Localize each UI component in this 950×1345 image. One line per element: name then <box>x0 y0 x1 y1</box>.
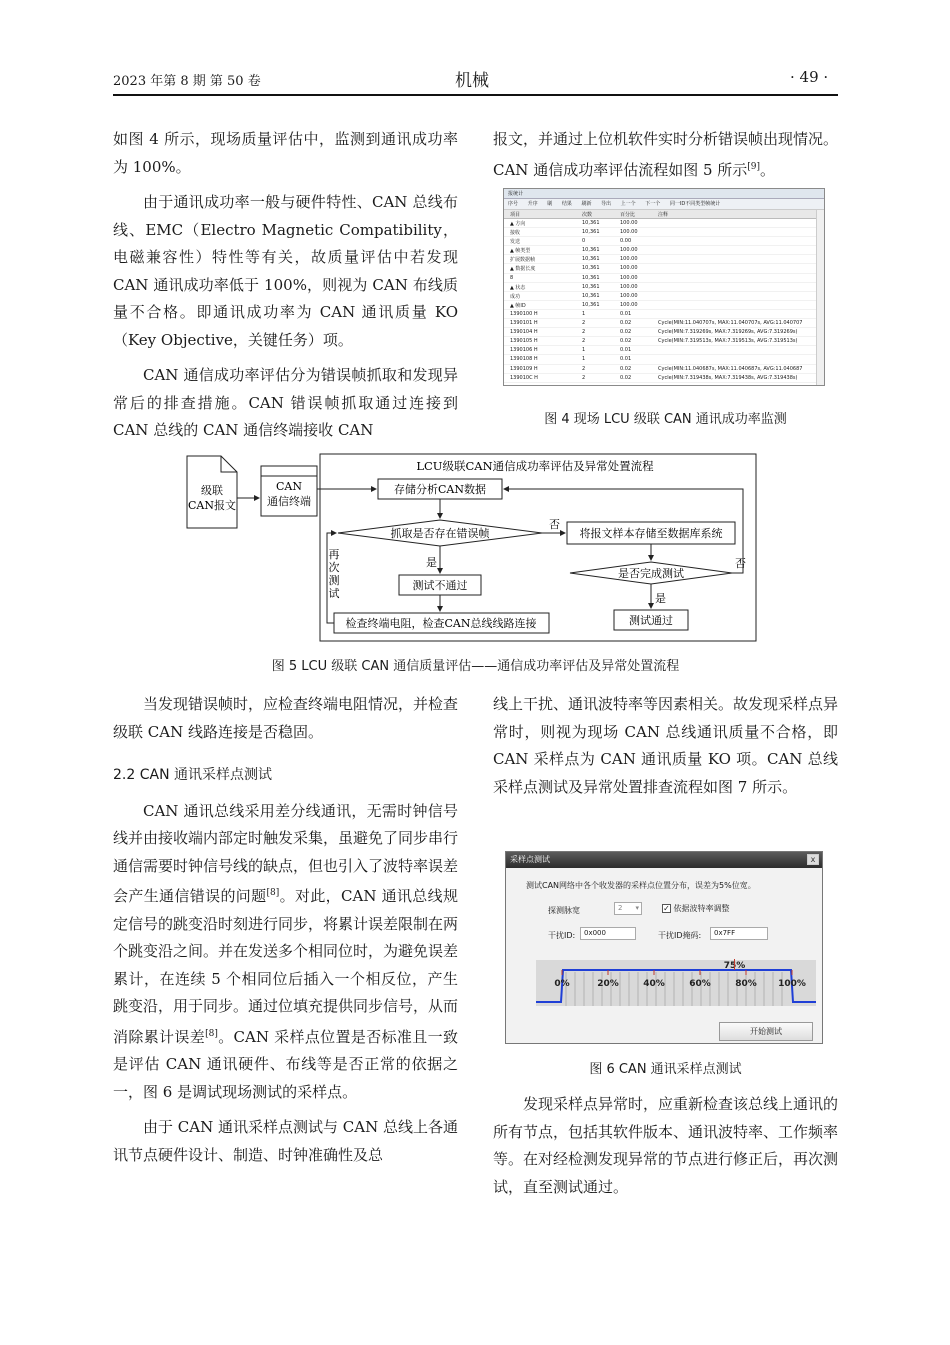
chevron-down-icon: ▾ <box>635 904 639 912</box>
table-row[interactable] <box>504 346 824 355</box>
same-id-stat-option[interactable]: 同一ID不同类型帧统计 <box>669 201 721 207</box>
table-cell: 10,361 <box>582 220 600 226</box>
table-row[interactable] <box>504 246 824 255</box>
flowchart <box>183 452 758 644</box>
table-cell: Cycle(MIN:7.319513s, MAX:7.319513s, AVG:7.319513s) <box>658 338 798 345</box>
table-cell: 扩展数据帧 <box>510 257 536 264</box>
table-cell: 0.02 <box>620 365 632 372</box>
table-cell: 发送 <box>510 239 521 246</box>
table-cell: 0.01 <box>620 310 632 317</box>
doc-label-2: CAN报文 <box>188 499 236 512</box>
yes-label-2: 是 <box>655 592 666 605</box>
doc-label-1: 级联 <box>201 484 223 497</box>
paragraph: 线上干扰、通讯波特率等因素相关。故发现采样点异常时，则视为现场 CAN 总线通讯质量不合格，即 CAN 采样点为 CAN 通讯质量 KO 项。CAN 总线采样点测试及异常处置排查流程如图 7 所示。 <box>493 695 839 796</box>
table-cell: 0.01 <box>620 356 632 363</box>
table-cell: 2 <box>582 329 586 336</box>
section-heading: 2.2 CAN 通讯采样点测试 <box>113 767 272 783</box>
save-label: 将报文样本存储至数据库系统 <box>579 527 723 540</box>
table-cell: 2 <box>582 338 586 345</box>
paragraph: 当发现错误帧时，应检查终端电阻情况，并检查级联 CAN 线路连接是否稳固。 <box>113 695 459 741</box>
retest-char: 再 <box>328 548 340 561</box>
journal-issue: 2023 年第 8 期 第 50 卷 <box>113 74 261 89</box>
paragraph-text: 。对此，CAN 通讯总线规定信号的跳变沿时刻进行同步，将累计误差限制在两个跳变沿之间。并在发送多个相同位时，为避免误差累计，在连续 5 个相同位后插入一个相反位，产生跳变沿，用于同步。通过位填充提供同步信号，从而消除累计误差 <box>113 887 459 1046</box>
paragraph-text: 报文，并通过上位机软件实时分析错误帧出现情况。CAN 通信成功率评估流程如图 5 所示 <box>493 130 839 179</box>
table-cell: 10,361 <box>582 301 600 308</box>
table-cell: 100.00 <box>620 220 638 226</box>
table-cell: 100.00 <box>620 301 638 308</box>
table-cell: Cycle(MIN:7.319438s, MAX:7.319438s, AVG:7.319438s) <box>658 374 798 381</box>
width-value: 2 <box>618 904 623 912</box>
store-label: 存储分析CAN数据 <box>394 483 486 496</box>
yes-label-1: 是 <box>426 556 437 569</box>
column-header[interactable]: 百分比 <box>620 212 636 218</box>
table-cell: 1390105 H <box>510 338 538 345</box>
table-cell: 0.02 <box>620 338 632 345</box>
window-title: 报统计 <box>504 189 824 199</box>
left-column-top <box>113 126 458 445</box>
table-row[interactable] <box>504 301 824 310</box>
table-cell: ▲ 帧ID <box>510 302 526 309</box>
table-row[interactable] <box>504 319 824 328</box>
id-label: 干扰ID: <box>548 931 576 940</box>
refresh-button[interactable]: 刷新 <box>581 201 592 207</box>
table-cell: 139010C H <box>510 374 538 381</box>
sort-order[interactable]: 升序 <box>527 201 538 207</box>
table-cell: 接收 <box>510 230 521 237</box>
table-cell: 2 <box>582 365 586 372</box>
no-label-1: 否 <box>549 518 560 531</box>
chart-background <box>536 960 816 1006</box>
table-cell: 100.00 <box>620 283 638 290</box>
refresh-mode[interactable]: 刷 <box>547 201 553 207</box>
table-cell: Cycle(MIN:11.040687s, MAX:11.040687s, AVG:11.040687 <box>658 365 803 372</box>
page-number: · 49 · <box>790 68 829 86</box>
table-cell: Cycle(MIN:7.319269s, MAX:7.319269s, AVG:7.319269s) <box>658 329 798 336</box>
table-cell: ▲ 数据长度 <box>510 266 536 273</box>
retest-char: 次 <box>328 561 340 574</box>
paragraph: 发现采样点异常时，应重新检查该总线上通讯的所有节点，包括其软件版本、通讯波特率、工作频率等。在对经检测发现异常的节点进行修正后，再次测试，直至测试通过。 <box>493 1095 839 1196</box>
paragraph-text: 。CAN 采样点位置是否标准且一致是评估 CAN 通讯硬件、布线等是否正常的依据之一，图 6 是调试现场测试的采样点。 <box>113 1027 458 1101</box>
table-cell: 0.01 <box>620 347 632 354</box>
paragraph: 如图 4 所示，现场质量评估中，监测到通讯成功率为 100%。 <box>113 130 458 176</box>
no-label-2: 否 <box>735 557 746 570</box>
right-column-mid <box>493 691 838 801</box>
table-row[interactable] <box>504 292 824 301</box>
table-cell: 100.00 <box>620 274 638 281</box>
paragraph <box>493 126 838 184</box>
table-cell: ▲ 状态 <box>510 284 526 291</box>
statistics-window <box>503 188 825 386</box>
paragraph-end: 。 <box>760 160 776 179</box>
checkbox-checked-icon[interactable]: ✓ <box>663 904 670 913</box>
toolbar <box>504 199 824 210</box>
column-header[interactable]: 注释 <box>658 212 669 218</box>
table-cell: 2 <box>582 320 586 327</box>
table-cell: ▲ 帧类型 <box>510 248 531 255</box>
width-label: 探测脉宽 <box>548 906 580 915</box>
table-cell: 10,361 <box>582 256 600 263</box>
table-cell: 100.00 <box>620 292 638 299</box>
table-row[interactable] <box>504 310 824 319</box>
table-row[interactable] <box>504 328 824 337</box>
retest-char: 试 <box>328 587 340 600</box>
pass-label: 测试通过 <box>629 614 673 627</box>
figure-4-caption: 图 4 现场 LCU 级联 CAN 通讯成功率监测 <box>544 412 787 427</box>
column-header[interactable]: 项目 <box>510 212 521 218</box>
citation: [8] <box>266 888 280 898</box>
table-cell: 1 <box>582 347 586 354</box>
table-row[interactable] <box>504 337 824 346</box>
table-cell: 0.00 <box>620 238 632 245</box>
figure-5-caption: 图 5 LCU 级联 CAN 通信质量评估——通信成功率评估及异常处置流程 <box>271 659 680 674</box>
table-cell: 0.02 <box>620 320 632 327</box>
next-button[interactable]: 下一个 <box>645 201 661 207</box>
paragraph: 由于通讯成功率一般与硬件特性、CAN 总线布线、EMC（Electro Magnetic Compatibility，电磁兼容性）特性等有关，故质量评估中若发现 CAN 通讯成功率低于 100%，则视为 CAN 布线质量不合格。即通讯成功率为 CAN 通讯质量 KO（Key Objective，关键任务）项。 <box>113 193 458 349</box>
paragraph-text: CAN 通讯总线采用差分线通讯，无需时钟信号线并由接收端内部定时触发采集，虽避免了同步串行通信需要时钟信号线的缺点，但也引入了波特率误差会产生通信错误的问题 <box>113 801 459 905</box>
tick-label: 80% <box>735 979 757 989</box>
citation: [8] <box>205 1028 218 1039</box>
table-row[interactable] <box>504 374 824 383</box>
window-titlebar <box>506 852 822 868</box>
table-cell: 0.02 <box>620 374 632 381</box>
tick-label: 40% <box>643 979 665 989</box>
prev-button[interactable]: 上一个 <box>620 201 636 207</box>
tick-label: 20% <box>597 979 619 989</box>
table-row[interactable] <box>504 283 824 292</box>
table-cell: 1 <box>582 310 586 317</box>
decision-2-label: 是否完成测试 <box>618 567 684 580</box>
table-cell: 100.00 <box>620 247 638 254</box>
table-cell: 100.00 <box>620 256 638 263</box>
check-label: 检查终端电阻，检查CAN总线线路连接 <box>345 617 537 630</box>
table-cell: 0 <box>582 238 586 245</box>
terminal-label-2: 通信终端 <box>267 495 311 508</box>
right-column-top <box>493 126 838 184</box>
table-cell: 1390101 H <box>510 320 538 327</box>
figure-6-caption: 图 6 CAN 通讯采样点测试 <box>589 1062 742 1077</box>
table-cell: 10,361 <box>582 292 600 299</box>
flow-title: LCU级联CAN通信成功率评估及异常处置流程 <box>416 459 654 473</box>
table-cell: 0.02 <box>620 329 632 336</box>
table-cell: 1390106 H <box>510 347 538 354</box>
table-row[interactable] <box>504 355 824 364</box>
tick-label: 100% <box>778 979 806 989</box>
retest-char: 测 <box>328 574 340 587</box>
table-row[interactable] <box>504 219 824 228</box>
table-cell: 1 <box>582 356 586 363</box>
table-cell: 1390100 H <box>510 310 538 317</box>
sort-field[interactable]: 序号 <box>508 201 519 207</box>
tick-label: 0% <box>554 979 570 989</box>
paragraph <box>113 798 458 1107</box>
mask-label: 干扰ID掩码: <box>658 931 702 940</box>
table-cell: 2 <box>582 374 586 381</box>
table-header <box>504 210 824 219</box>
sample-marker-label: 75% <box>723 961 746 971</box>
window-title: 采样点测试 <box>510 855 550 864</box>
table-cell: 100.00 <box>620 265 638 272</box>
table-row[interactable] <box>504 237 824 246</box>
baud-checkbox-row[interactable] <box>662 903 730 914</box>
start-test-button[interactable]: 开始测试 <box>719 1022 813 1041</box>
sample-point-chart <box>536 956 816 1008</box>
table-cell: ▲ 方向 <box>510 221 526 227</box>
close-button[interactable]: x <box>807 854 819 865</box>
left-column-bottom <box>113 691 458 1169</box>
table-cell: Cycle(MIN:11.040707s, MAX:11.040707s, AVG:11.040707 <box>658 320 803 327</box>
decision-1-label: 抓取是否存在错误帧 <box>390 527 490 540</box>
id-input[interactable]: 0x000 <box>580 927 636 940</box>
width-select[interactable] <box>614 902 642 915</box>
table-cell: 10,361 <box>582 247 600 254</box>
table-cell: 100.00 <box>620 229 638 236</box>
table-cell: 1390108 H <box>510 356 538 363</box>
table-row[interactable] <box>504 274 824 283</box>
checkbox-label: 依据波特率调整 <box>673 904 730 913</box>
table-row[interactable] <box>504 228 824 237</box>
scrollbar[interactable] <box>816 210 824 385</box>
table-row[interactable] <box>504 365 824 374</box>
journal-title: 机械 <box>455 71 489 91</box>
table-cell: 10,361 <box>582 274 600 281</box>
citation: [9] <box>747 161 761 172</box>
paragraph: 由于 CAN 通讯采样点测试与 CAN 总线上各通讯节点硬件设计、制造、时钟准确性及总 <box>113 1118 458 1164</box>
right-column-bottom <box>493 1091 838 1201</box>
table-row[interactable] <box>504 264 824 273</box>
table-cell: 成功 <box>510 293 521 300</box>
result-field[interactable]: 结果 <box>561 201 572 207</box>
table-cell: 10,361 <box>582 229 600 236</box>
table-body <box>504 219 824 383</box>
column-header[interactable]: 次数 <box>582 212 593 218</box>
table-row[interactable] <box>504 255 824 264</box>
table-cell: 1390109 H <box>510 365 538 372</box>
paragraph: CAN 通信成功率评估分为错误帧抓取和发现异常后的排查措施。CAN 错误帧抓取通过连接到 CAN 总线的 CAN 通信终端接收 CAN <box>113 366 458 439</box>
table-cell: 8 <box>510 274 514 281</box>
table-cell: 10,361 <box>582 283 600 290</box>
fail-label: 测试不通过 <box>412 579 468 592</box>
sample-point-window <box>505 851 823 1044</box>
header-rule <box>113 94 838 96</box>
description: 测试CAN网络中各个收发器的采样点位置分布，误差为5%位宽。 <box>526 881 756 890</box>
export-button[interactable]: 导出 <box>601 201 612 207</box>
terminal-label-1: CAN <box>276 480 302 493</box>
mask-input[interactable]: 0x7FF <box>710 927 768 940</box>
table-cell: 1390104 H <box>510 329 538 336</box>
table-cell: 10,361 <box>582 265 600 272</box>
tick-label: 60% <box>689 979 711 989</box>
